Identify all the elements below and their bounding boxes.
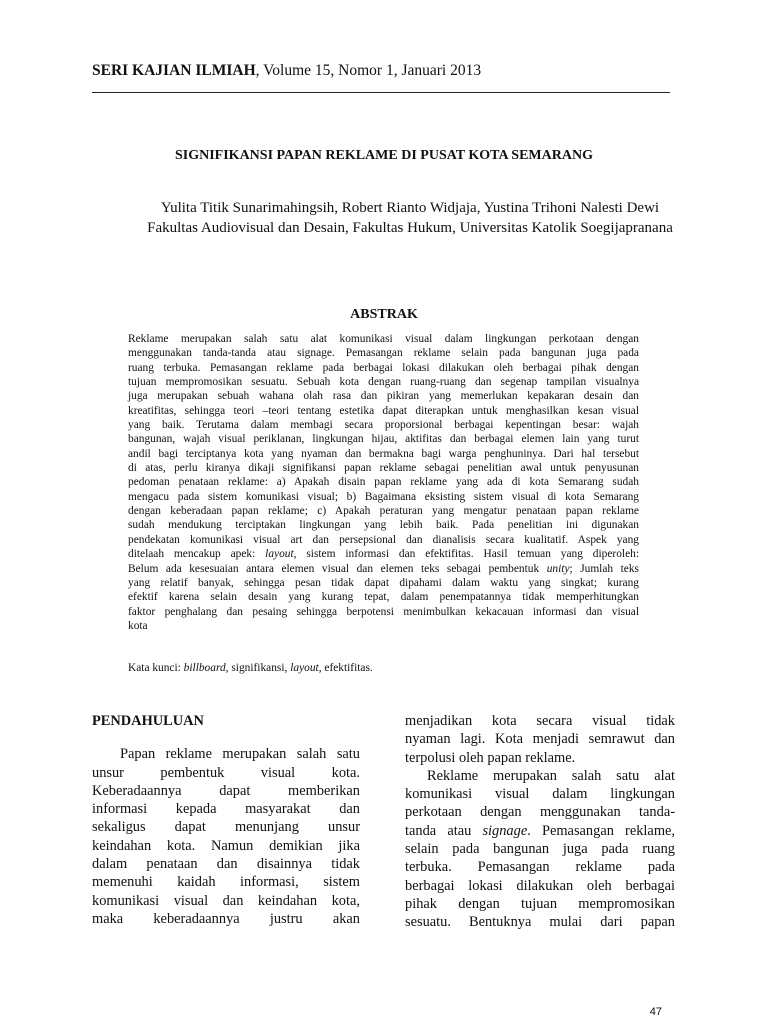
abstract-line: faktor penghalang dan pesaing sehingga berpotensi menimbulkan kekacauan informasi dan visual <box>128 605 639 618</box>
body-line: perkotaan dengan menggunakan tanda- <box>405 804 675 821</box>
body-line: Reklame merupakan salah satu alat <box>427 767 675 784</box>
abstract-line: ditelaah mencakup apek: layout, sistem informasi dan efektifitas. Hasil temuan yang diperoleh: <box>128 548 639 561</box>
body-line: terpolusi oleh papan reklame. <box>405 749 576 766</box>
right-column <box>405 712 675 932</box>
abstract-heading: ABSTRAK <box>350 307 418 322</box>
body-line: sesuatu. Bentuknya mulai dari papan <box>405 914 675 931</box>
abstract-line: di atas, perlu kiranya dikaji signifikansi papan reklame sebagai penelitian awal untuk penyusunan <box>128 462 639 475</box>
abstract-line: menggunakan tanda-tanda atau signage. Pemasangan reklame selain pada bangunan juga pada <box>128 347 639 360</box>
abstract-line: efektif karena selain desain yang kurang tepat, dalam penempatannya tidak memperhitungkan <box>128 591 639 604</box>
abstract-line: yang relatif banyak, sehingga pesan tidak dapat dipahami dalam waktu yang singkat; kurang <box>128 576 639 589</box>
body-line: keindahan kota. Namun demikian jika <box>92 837 360 854</box>
keyword-billboard: billboard <box>183 662 226 674</box>
body-line: informasi kepada masyarakat dan <box>92 801 360 818</box>
body-line: dalam penataan dan disainnya tidak <box>92 856 360 873</box>
abstract-line: dengan keberadaan papan reklame; c) Apakah peraturan yang mengatur penataan papan reklame <box>128 505 639 518</box>
author-affiliation: Fakultas Audiovisual dan Desain, Fakultas Hukum, Universitas Katolik Soegijapranana <box>147 220 673 236</box>
italic-term: signage <box>482 822 528 839</box>
abstract-line: sudah mendukung terciptakan lingkungan yang lebih baik. Pada penelitian ini digunakan <box>128 519 639 532</box>
body-line: terbuka. Pemasangan reklame pada <box>405 859 675 876</box>
abstract-line: ruang terbuka. Pemasangan reklame pada berbagai lokasi dilakukan oleh berbagai pihak dengan <box>128 361 639 374</box>
journal-header <box>92 62 481 80</box>
journal-name: SERI KAJIAN ILMIAH <box>92 62 256 79</box>
body-line: memenuhi kaidah informasi, sistem <box>92 874 360 891</box>
abstract-line: bangunan, wajah visual periklanan, lingkungan hijau, aktifitas dan berbagai elemen lain yang turut <box>128 433 639 446</box>
keywords-label: Kata kunci: <box>128 662 184 674</box>
body-line: menjadikan kota secara visual tidak <box>405 713 675 729</box>
body-line: unsur pembentuk visual kota. <box>92 764 360 781</box>
header-rule <box>92 92 670 93</box>
keywords <box>128 662 373 674</box>
abstract-line: kreatifitas, sehingga teori –teori tentang estetika dapat diterapkan untuk menghasilkan kesan visual <box>128 404 639 417</box>
body-line: nyaman lagi. Kota menjadi semrawut dan <box>405 731 675 748</box>
abstract-line: juga merupakan sebuah wahana olah rasa dan pikiran yang memerlukan kepakaran desain dan <box>128 390 639 403</box>
abstract-line: Reklame merupakan salah satu alat komunikasi visual dalam lingkungan perkotaan dengan <box>128 333 639 345</box>
body-line: sekaligus dapat menunjang unsur <box>92 819 360 836</box>
author-block <box>60 198 760 238</box>
body-line: komunikasi visual dan keindahan kota, <box>92 892 360 909</box>
abstract-line: pedoman penataan reklame: a) Apakah disain papan reklame yang ada di kota Semarang sudah <box>128 476 639 489</box>
abstract-text <box>128 332 639 633</box>
body-line: selain pada bangunan juga pada ruang <box>405 841 675 858</box>
page-number: 47 <box>649 1006 662 1018</box>
abstract-line: Belum ada kesesuaian antara elemen visual dan elemen teks sebagai pembentuk unity; Jumlah teks <box>128 562 639 575</box>
abstract-line: andil bagi terciptanya kota yang nyaman dan bermakna bagi warga penghuninya. Dari hal tersebut <box>128 447 639 460</box>
section-heading: PENDAHULUAN <box>92 713 204 729</box>
keyword-layout: layout <box>290 662 319 674</box>
body-line: maka keberadaannya justru akan <box>92 910 360 927</box>
body-line: berbagai lokasi dilakukan oleh berbagai <box>405 877 675 894</box>
author-names: Yulita Titik Sunarimahingsih, Robert Rianto Widjaja, Yustina Trihoni Nalesti Dewi <box>160 200 660 216</box>
italic-term: unity <box>546 562 570 575</box>
abstract-line: pendekatan komunikasi visual art dan persepsional dan dianalisis secara kualitatif. Aspek yang <box>128 533 639 546</box>
italic-term: layout <box>265 548 294 561</box>
body-line: Keberadaannya dapat memberikan <box>92 782 360 799</box>
keyword-separator: , signifikansi, <box>225 662 291 674</box>
paper-title: SIGNIFIKANSI PAPAN REKLAME DI PUSAT KOTA SEMARANG <box>175 148 593 163</box>
keyword-separator: , efektifitas. <box>318 662 373 674</box>
abstract-line: kota <box>128 619 148 632</box>
body-line: pihak dengan tujuan mempromosikan <box>405 895 675 912</box>
left-column <box>92 712 360 928</box>
body-line: tanda atau signage. Pemasangan reklame, <box>405 822 675 839</box>
journal-issue: , Volume 15, Nomor 1, Januari 2013 <box>255 62 482 79</box>
abstract-line: yang baik. Terutama dalam membagi secara proporsional berbagai kepentingan besar: wajah <box>128 419 639 432</box>
body-line: komunikasi visual dalam lingkungan <box>405 786 675 803</box>
body-line: Papan reklame merupakan salah satu <box>120 746 360 763</box>
abstract-line: tujuan mempromosikan sesuatu. Sebuah kota dengan ruang-ruang dan segenap tampilan visualnya <box>128 376 639 389</box>
abstract-line: mengacu pada sistem komunikasi visual; b) Bagaimana eksisting sistem visual di kota Semarang <box>128 490 639 503</box>
